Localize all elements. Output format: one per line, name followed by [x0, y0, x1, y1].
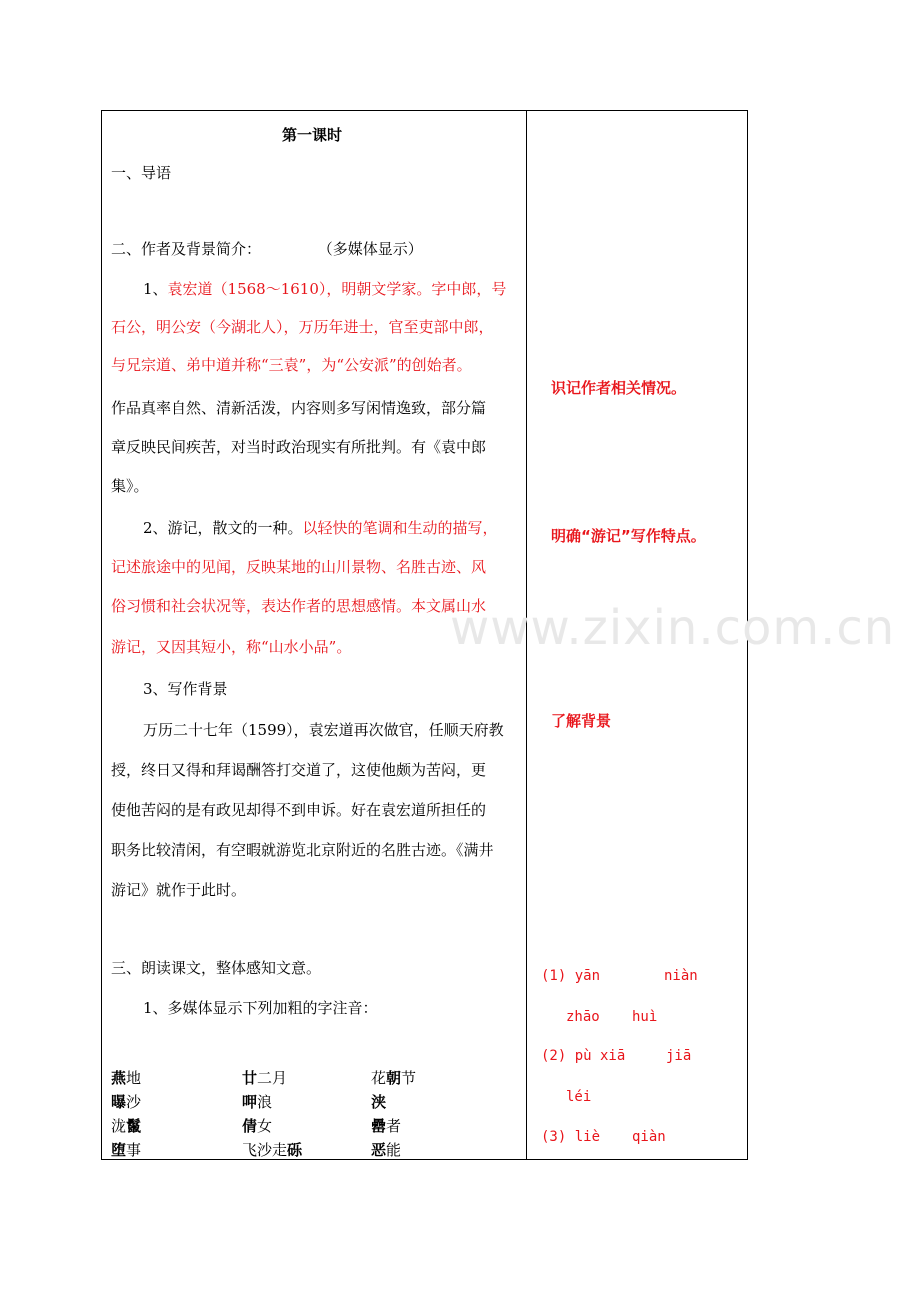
word-r2c2: [242, 1091, 272, 1112]
word-r3c1: [111, 1115, 141, 1136]
word-bold: 浃: [371, 1093, 387, 1111]
word-r2c1: [111, 1091, 141, 1112]
background-line-5: 游记》就作于此时。: [111, 881, 247, 899]
author-line-2: 石公，明公安（今湖北人），万历年进士，官至吏部中郎，: [111, 318, 494, 336]
word-bold: 廿: [242, 1069, 258, 1087]
word-rest: 浪: [257, 1093, 273, 1111]
section-reading: 三、朗读课文，整体感知文意。: [111, 959, 322, 977]
word-rest: 二月: [257, 1069, 288, 1087]
pinyin-5a: (3) liè: [541, 1129, 601, 1145]
note-background: 了解背景: [551, 712, 612, 730]
word-bold: 堕: [111, 1141, 127, 1159]
word-bold: 呷: [242, 1093, 258, 1111]
word-rest: 节: [401, 1069, 417, 1087]
word-rest: 能: [386, 1141, 402, 1159]
word-pre: 花: [371, 1069, 387, 1087]
travel-line-4: 游记，又因其短小，称“山水小品”。: [111, 638, 352, 656]
author-line-6: 集》。: [111, 477, 149, 495]
word-rest: 女: [257, 1117, 273, 1135]
background-line-3: 使他苦闷的是有政见却得不到申诉。好在袁宏道所担任的: [111, 801, 487, 819]
word-rest: 泷: [111, 1117, 127, 1135]
author-line-4: 作品真率自然、清新活泼，内容则多写闲情逸致，部分篇: [111, 399, 487, 417]
word-bold: 鬣: [126, 1117, 142, 1135]
word-bold: 砾: [287, 1141, 303, 1159]
author-line-5: 章反映民间疾苦，对当时政治现实有所批判。有《袁中郎: [111, 438, 487, 456]
word-bold: 恶: [371, 1141, 387, 1159]
author-red-1: 袁宏道（1568～1610），明朝文学家。字中郎，号: [167, 280, 507, 298]
travel-red-1: 以轻快的笔调和生动的描写，: [302, 519, 498, 537]
section-intro: 一、导语: [111, 164, 172, 182]
pinyin-1b: niàn: [664, 968, 698, 984]
word-bold: 倩: [242, 1117, 258, 1135]
pinyin-3b: jiā: [666, 1048, 692, 1064]
section-author-heading: [111, 238, 423, 259]
pinyin-2a: zhāo: [566, 1009, 600, 1025]
lesson-title: 第一课时: [282, 126, 343, 144]
word-r4c3: [371, 1139, 401, 1160]
word-r1c3: [371, 1067, 416, 1088]
word-rest: 事: [126, 1141, 142, 1159]
travel-line-2: 记述旅途中的见闻，反映某地的山川景物、名胜古迹、风: [111, 558, 487, 576]
word-rest: 沙: [126, 1093, 142, 1111]
pinyin-4: léi: [566, 1089, 592, 1105]
author-line-1: [143, 278, 506, 299]
pinyin-3a: (2) pù xiā: [541, 1048, 626, 1064]
travel-black: 2、游记，散文的一种。: [143, 519, 303, 537]
word-r1c2: [242, 1067, 287, 1088]
watermark: www.zixin.com.cn: [450, 600, 896, 656]
pinyin-task: 1、多媒体显示下列加粗的字注音：: [143, 999, 378, 1017]
word-bold: 曝: [111, 1093, 127, 1111]
word-r4c1: [111, 1139, 141, 1160]
background-line-1: 万历二十七年（1599），袁宏道再次做官，任顺天府教: [143, 721, 504, 739]
word-r3c2: [242, 1115, 272, 1136]
word-pre: 飞沙走: [242, 1141, 288, 1159]
note-author: 识记作者相关情况。: [551, 379, 687, 397]
author-num: 1、: [143, 280, 168, 298]
word-r4c2: [242, 1139, 302, 1160]
word-r3c3: [371, 1115, 401, 1136]
travel-line-3: 俗习惯和社会状况等，表达作者的思想感情。本文属山水: [111, 597, 487, 615]
author-line-3: 与兄宗道、弟中道并称“三袁”，为“公安派”的创始者。: [111, 356, 472, 374]
word-r2c3: [371, 1091, 386, 1112]
media-note: （多媒体显示）: [317, 240, 423, 258]
word-rest: 地: [126, 1069, 142, 1087]
word-r1c1: [111, 1067, 141, 1088]
pinyin-2b: huì: [632, 1009, 658, 1025]
travel-line-1: [143, 517, 498, 538]
background-heading: 3、写作背景: [143, 680, 228, 698]
word-bold: 朝: [386, 1069, 402, 1087]
pinyin-5b: qiàn: [632, 1129, 666, 1145]
pinyin-1a: (1) yān: [541, 968, 601, 984]
word-bold: 罍: [371, 1117, 387, 1135]
background-line-4: 职务比较清闲，有空暇就游览北京附近的名胜古迹。《满井: [111, 841, 494, 859]
background-line-2: 授，终日又得和拜谒酬答打交道了，这使他颇为苦闷，更: [111, 761, 487, 779]
author-heading-text: 二、作者及背景简介：: [111, 240, 262, 258]
word-bold: 燕: [111, 1069, 127, 1087]
word-rest: 者: [386, 1117, 402, 1135]
note-travel: 明确“游记”写作特点。: [551, 527, 706, 545]
